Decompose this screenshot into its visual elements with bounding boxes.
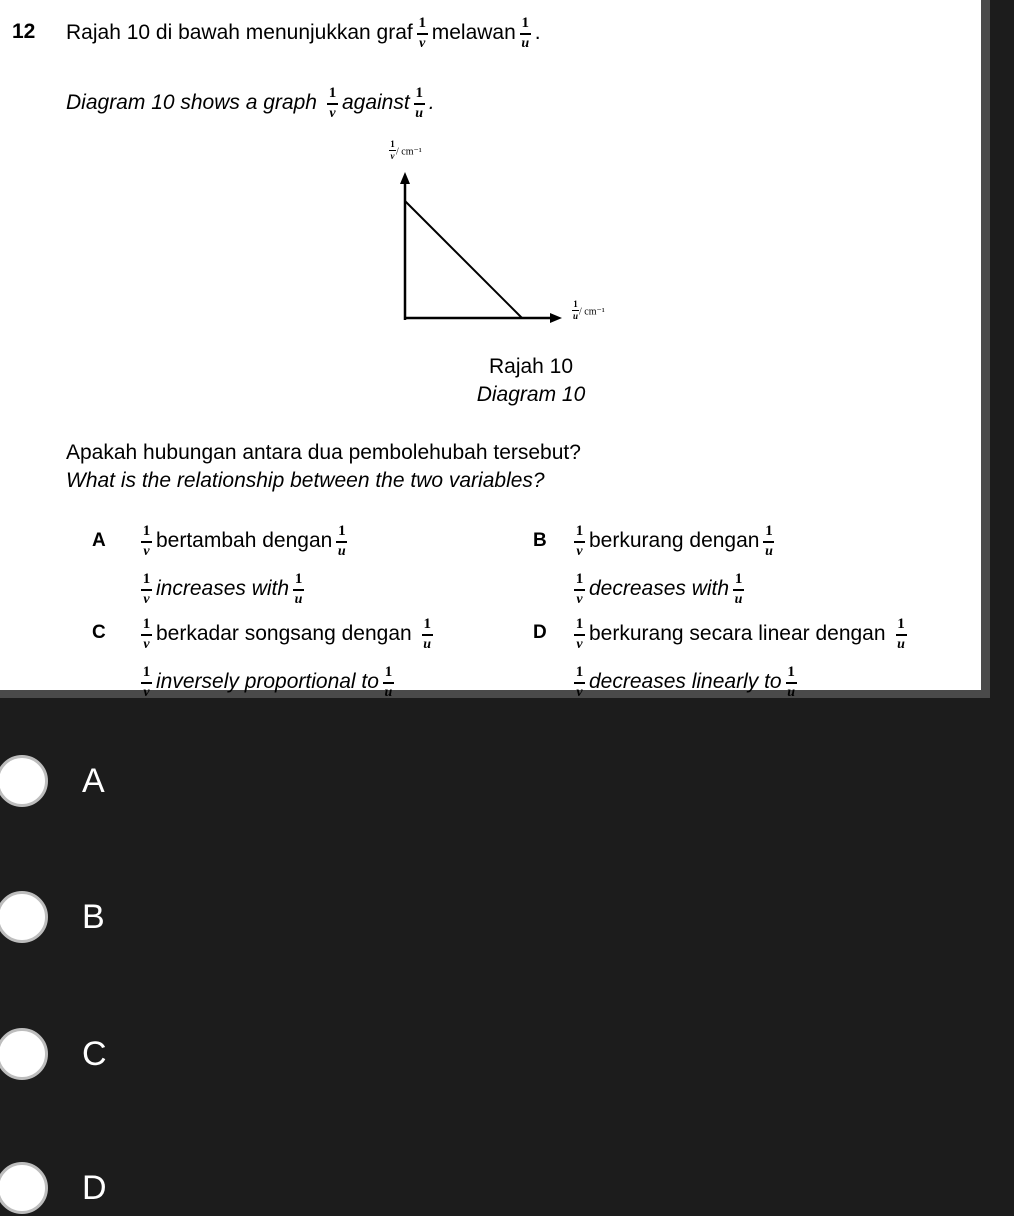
fraction-1-over-u: $\frac{1}{u}$ xyxy=(521,15,530,51)
prompt-ms: Apakah hubungan antara dua pembolehubah tersebut? xyxy=(66,441,581,464)
option-a-letter: A xyxy=(92,530,106,551)
radio-button-a[interactable] xyxy=(0,755,48,807)
y-axis-label: $\frac{1}{v}$ / cm⁻¹ xyxy=(390,139,422,161)
question-number: 12 xyxy=(12,20,36,43)
prompt-en: What is the relationship between the two variables? xyxy=(66,469,545,492)
caption-en: Diagram 10 xyxy=(476,383,586,406)
answer-label-c[interactable]: C xyxy=(82,1034,107,1073)
option-b-text-ms: $\frac{1}{v}$ berkurang dengan $\frac{1}{u}$ xyxy=(575,523,773,559)
radio-button-d[interactable] xyxy=(0,1162,48,1214)
radio-button-b[interactable] xyxy=(0,891,48,943)
option-b-letter: B xyxy=(533,530,547,551)
answer-option-b[interactable] xyxy=(0,889,400,945)
question-stem-ms: Rajah 10 di bawah menunjukkan graf $\frac{1}{v}$ melawan $\frac{1}{u}$ . xyxy=(66,15,541,51)
radio-button-c[interactable] xyxy=(0,1028,48,1080)
option-c-text-en: $\frac{1}{v}$ inversely proportional to $\frac{1}{u}$ xyxy=(142,664,393,700)
option-d-text-en: $\frac{1}{v}$ decreases linearly to $\frac{1}{u}$ xyxy=(575,664,795,700)
fraction-1-over-u: $\frac{1}{u}$ xyxy=(415,85,424,121)
option-c-text-ms: $\frac{1}{v}$ berkadar songsang dengan $\frac{1}{u}$ xyxy=(142,616,432,652)
answer-option-a[interactable] xyxy=(0,753,400,809)
question-stem-en: Diagram 10 shows a graph $\frac{1}{v}$ against $\frac{1}{u}$ . xyxy=(66,85,435,121)
option-b-text-en: $\frac{1}{v}$ decreases with $\frac{1}{u}$ xyxy=(575,571,743,607)
option-a-text-en: $\frac{1}{v}$ increases with $\frac{1}{u}$ xyxy=(142,571,303,607)
answer-label-b[interactable]: B xyxy=(82,897,105,936)
answer-label-a[interactable]: A xyxy=(82,761,105,800)
y-axis-arrow xyxy=(400,172,410,184)
fraction-1-over-v: $\frac{1}{v}$ xyxy=(418,15,426,51)
answer-label-d[interactable]: D xyxy=(82,1168,107,1207)
x-axis-arrow xyxy=(550,313,562,323)
answer-option-d[interactable] xyxy=(0,1160,400,1216)
option-a-text-ms: $\frac{1}{v}$ bertambah dengan $\frac{1}{u}$ xyxy=(142,523,346,559)
fraction-1-over-v: $\frac{1}{v}$ xyxy=(328,85,337,121)
option-d-letter: D xyxy=(533,622,547,643)
graph-line xyxy=(405,201,522,318)
option-c-letter: C xyxy=(92,622,106,643)
option-d-text-ms: $\frac{1}{v}$ berkurang secara linear dengan $\frac{1}{u}$ xyxy=(575,616,905,652)
answer-option-c[interactable] xyxy=(0,1026,400,1082)
caption-ms: Rajah 10 xyxy=(488,355,574,378)
x-axis-label: $\frac{1}{u}$ / cm⁻¹ xyxy=(572,299,605,321)
